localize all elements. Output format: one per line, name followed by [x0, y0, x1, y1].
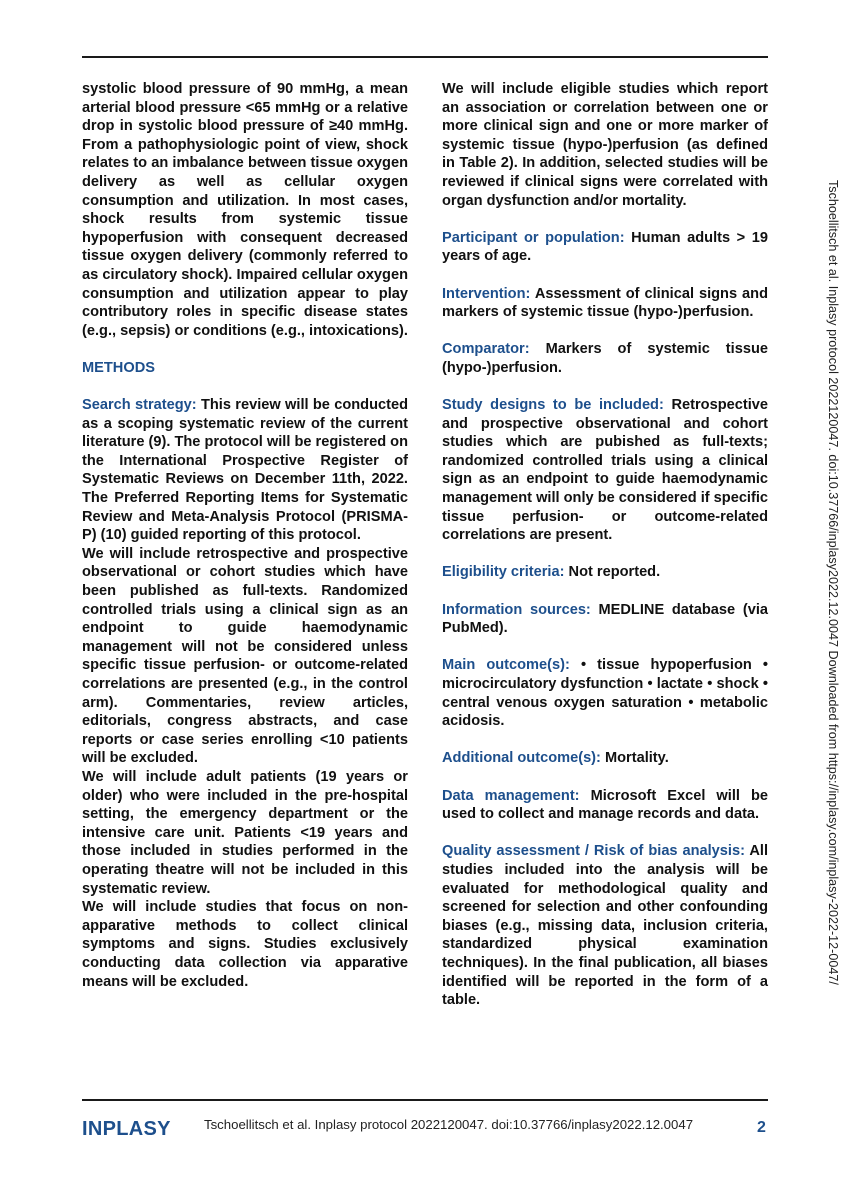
participant-paragraph — [442, 229, 768, 266]
quality-assessment-text: All studies included into the analysis will be evaluated for methodological quality and screened for selection and other confounding biases (e.g., missing data, inclusion criteria, standardized physical examination techniques). In the final publication, all biases identified will be reported in the form of a table. — [442, 843, 768, 1009]
methods-heading: METHODS — [82, 359, 155, 376]
footer-rule — [82, 1099, 768, 1101]
right-intro-paragraph: We will include eligible studies which report an association or correlation between one or more clinical sign and one or more marker of systemic tissue (hypo-)perfusion (as defined in Table 2). In addition, selected studies will be reviewed if clinical signs were correlated with organ dysfunction and/or mortality. — [442, 81, 768, 209]
non-apparative-paragraph: We will include studies that focus on non-apparative methods to collect clinical symptoms and signs. Studies exclusively conducting data collection via apparative means will be excluded. — [82, 899, 408, 990]
inplasy-logo: INPLASY — [82, 1118, 171, 1140]
adult-patients-paragraph: We will include adult patients (19 years or older) who were included in the pre-hospital setting, the emergency department or the intensive care unit. Patients <19 years and those included in studies performed in the operating theatre will not be included in this systematic review. — [82, 768, 408, 897]
main-outcomes-text: • tissue hypoperfusion • microcirculatory dysfunction • lactate • shock • central venous oxygen saturation • metabolic acidosis. — [442, 657, 769, 730]
study-designs-text: Retrospective and prospective observational and cohort studies which are pubished as full-texts; randomized controlled trials using a clinical sign as an endpoint to guide haemodynamic management will only be considered if specific tissue perfusion- or outcome-related correlations are present. — [442, 397, 769, 544]
main-outcomes-label: Main outcome(s): — [442, 657, 570, 674]
intervention-label: Intervention: — [442, 285, 531, 302]
comparator-text: Markers of systemic tissue (hypo-)perfusion. — [442, 341, 768, 376]
eligibility-label: Eligibility criteria: — [442, 564, 565, 581]
additional-outcomes-text: Mortality. — [604, 750, 669, 767]
data-management-text: Microsoft Excel will be used to collect and manage records and data. — [442, 787, 768, 823]
footer-citation: Tschoellitsch et al. Inplasy protocol 2022120047. doi:10.37766/inplasy2022.12.0047 — [204, 1117, 694, 1132]
info-sources-label: Information sources: — [442, 601, 591, 618]
intervention-paragraph — [442, 285, 768, 322]
page-number: 2 — [757, 1119, 766, 1136]
search-strategy-text: This review will be conducted as a scoping systematic review of the current literature (9). The protocol will be registered on the International Prospective Register of Systematic Reviews on December 11th, 2022. The Preferred Reporting Items for Systematic Review and Meta-Analysis Protocol (PRISMA-P) (10) guided reporting of this protocol. — [82, 397, 409, 544]
data-management-label: Data management: — [442, 787, 580, 804]
search-strategy-paragraph — [82, 396, 408, 545]
study-designs-label: Study designs to be included: — [442, 397, 664, 414]
study-designs-paragraph — [442, 396, 768, 545]
quality-assessment-paragraph — [442, 842, 768, 1009]
info-sources-text: MEDLINE database (via PubMed). — [442, 601, 768, 637]
additional-outcomes-label: Additional outcome(s): — [442, 750, 601, 767]
right-column — [442, 80, 768, 1010]
main-outcomes-paragraph — [442, 656, 768, 730]
search-strategy-label: Search strategy: — [82, 397, 197, 414]
intervention-text: Assessment of clinical signs and markers of systemic tissue (hypo-)perfusion. — [442, 285, 768, 321]
participant-text: Human adults > 19 years of age. — [442, 229, 768, 265]
eligibility-paragraph — [442, 563, 768, 582]
data-management-paragraph — [442, 787, 768, 824]
info-sources-paragraph — [442, 601, 768, 638]
left-column — [82, 80, 408, 991]
quality-assessment-label: Quality assessment / Risk of bias analysis: — [442, 843, 745, 860]
retrospective-paragraph: We will include retrospective and prospective observational or cohort studies which have been published as full-texts. Randomized controlled trials using a clinical sign as an endpoint to guide haemodynamic management will not be considered unless specific tissue perfusion- or outcome-related correlations are presented (e.g., in the control arm). Commentaries, review articles, editorials, congress abstracts, and case reports or case series enrolling <10 patients will be excluded. — [82, 545, 408, 767]
eligibility-text: Not reported. — [568, 564, 661, 581]
header-rule — [82, 56, 768, 58]
comparator-label: Comparator: — [442, 341, 530, 358]
comparator-paragraph — [442, 340, 768, 377]
left-intro-paragraph: systolic blood pressure of 90 mmHg, a mean arterial blood pressure <65 mmHg or a relative drop in systolic blood pressure of ≥40 mmHg. From a pathophysiologic point of view, shock relates to an imbalance between tissue oxygen delivery as well as cellular oxygen consumption and utilization. In most cases, shock results from systemic tissue hypoperfusion with consequent decreased tissue oxygen delivery (commonly referred to as circulatory shock). Impaired cellular oxygen consumption and utilization appear to play contributory roles in specific disease states (e.g., sepsis) or conditions (e.g., intoxications). — [82, 81, 408, 339]
participant-label: Participant or population: — [442, 229, 625, 246]
side-margin-citation: Tschoellitsch et al. Inplasy protocol 2022120047. doi:10.37766/inplasy2022.12.0047 Downloaded from https://inplasy.com/inplasy-2022-12-0047/ — [826, 180, 840, 985]
additional-outcomes-paragraph — [442, 749, 768, 768]
